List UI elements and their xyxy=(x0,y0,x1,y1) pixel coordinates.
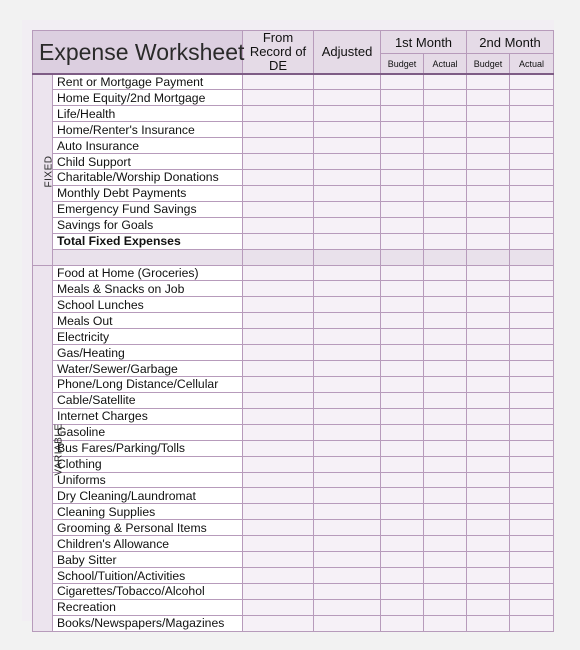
variable-16-month-2-budget-cell[interactable] xyxy=(467,520,510,536)
fixed-9-adjusted-cell[interactable] xyxy=(314,217,381,233)
variable-9-month-2-budget-cell[interactable] xyxy=(467,408,510,424)
fixed-3-month-2-budget-cell[interactable] xyxy=(467,122,510,138)
variable-0-month-2-budget-cell[interactable] xyxy=(467,265,510,281)
variable-2-month-1-actual-cell[interactable] xyxy=(424,297,467,313)
expense-item-label: Meals Out xyxy=(53,313,243,329)
spacer-cell xyxy=(467,249,510,265)
expense-item-label: Monthly Debt Payments xyxy=(53,185,243,201)
fixed-1-from-record-cell[interactable] xyxy=(243,90,314,106)
fixed-4-month-1-actual-cell[interactable] xyxy=(424,138,467,154)
expense-item-label: Auto Insurance xyxy=(53,138,243,154)
expense-item-label: Child Support xyxy=(53,154,243,170)
column-header-adjusted: Adjusted xyxy=(314,31,381,75)
fixed-1-month-2-actual-cell[interactable] xyxy=(510,90,554,106)
variable-5-month-1-budget-cell[interactable] xyxy=(381,345,424,361)
expense-item-label: Charitable/Worship Donations xyxy=(53,170,243,186)
fixed-2-month-2-budget-cell[interactable] xyxy=(467,106,510,122)
variable-17-adjusted-cell[interactable] xyxy=(314,536,381,552)
variable-11-month-2-actual-cell[interactable] xyxy=(510,440,554,456)
fixed-0-month-1-actual-cell[interactable] xyxy=(424,74,467,90)
fixed-8-month-1-budget-cell[interactable] xyxy=(381,201,424,217)
fixed-7-month-1-actual-cell[interactable] xyxy=(424,185,467,201)
variable-1-adjusted-cell[interactable] xyxy=(314,281,381,297)
table-row xyxy=(33,488,554,504)
variable-9-month-1-actual-cell[interactable] xyxy=(424,408,467,424)
table-row xyxy=(33,440,554,456)
table-row xyxy=(33,615,554,631)
fixed-3-from-record-cell[interactable] xyxy=(243,122,314,138)
column-header-month-1: 1st Month xyxy=(381,31,467,54)
variable-11-from-record-cell[interactable] xyxy=(243,440,314,456)
fixed-5-adjusted-cell[interactable] xyxy=(314,154,381,170)
table-row xyxy=(33,313,554,329)
variable-11-adjusted-cell[interactable] xyxy=(314,440,381,456)
variable-17-from-record-cell[interactable] xyxy=(243,536,314,552)
fixed-0-month-2-actual-cell[interactable] xyxy=(510,74,554,90)
fixed-2-month-1-actual-cell[interactable] xyxy=(424,106,467,122)
fixed-4-month-2-actual-cell[interactable] xyxy=(510,138,554,154)
variable-16-from-record-cell[interactable] xyxy=(243,520,314,536)
expense-item-label: Food at Home (Groceries) xyxy=(53,265,243,281)
variable-22-from-record-cell[interactable] xyxy=(243,615,314,631)
expense-item-label: Home/Renter's Insurance xyxy=(53,122,243,138)
variable-13-month-1-actual-cell[interactable] xyxy=(424,472,467,488)
fixed-2-month-1-budget-cell[interactable] xyxy=(381,106,424,122)
expense-item-label: Children's Allowance xyxy=(53,536,243,552)
variable-22-month-1-budget-cell[interactable] xyxy=(381,615,424,631)
variable-4-month-1-actual-cell[interactable] xyxy=(424,329,467,345)
worksheet-body xyxy=(33,74,554,631)
expense-item-label: Bus Fares/Parking/Tolls xyxy=(53,440,243,456)
fixed-7-month-1-budget-cell[interactable] xyxy=(381,185,424,201)
expense-item-label: Gasoline xyxy=(53,424,243,440)
variable-20-month-2-budget-cell[interactable] xyxy=(467,584,510,600)
variable-6-month-1-actual-cell[interactable] xyxy=(424,361,467,377)
table-row xyxy=(33,552,554,568)
variable-15-month-2-budget-cell[interactable] xyxy=(467,504,510,520)
variable-16-adjusted-cell[interactable] xyxy=(314,520,381,536)
month-2-actual-header: Actual xyxy=(510,54,554,74)
table-row xyxy=(33,392,554,408)
variable-20-month-2-actual-cell[interactable] xyxy=(510,584,554,600)
fixed-6-month-1-budget-cell[interactable] xyxy=(381,170,424,186)
variable-22-month-2-actual-cell[interactable] xyxy=(510,615,554,631)
table-row xyxy=(33,265,554,281)
variable-6-month-2-actual-cell[interactable] xyxy=(510,361,554,377)
fixed-total-month-2-budget-cell[interactable] xyxy=(467,233,510,249)
variable-7-adjusted-cell[interactable] xyxy=(314,377,381,393)
fixed-2-adjusted-cell[interactable] xyxy=(314,106,381,122)
expense-item-label: School Lunches xyxy=(53,297,243,313)
fixed-3-month-1-budget-cell[interactable] xyxy=(381,122,424,138)
fixed-1-adjusted-cell[interactable] xyxy=(314,90,381,106)
variable-14-month-1-budget-cell[interactable] xyxy=(381,488,424,504)
fixed-8-from-record-cell[interactable] xyxy=(243,201,314,217)
fixed-3-adjusted-cell[interactable] xyxy=(314,122,381,138)
variable-19-month-2-actual-cell[interactable] xyxy=(510,568,554,584)
variable-18-from-record-cell[interactable] xyxy=(243,552,314,568)
variable-7-month-2-budget-cell[interactable] xyxy=(467,377,510,393)
fixed-total-month-2-actual-cell[interactable] xyxy=(510,233,554,249)
expense-item-label: Savings for Goals xyxy=(53,217,243,233)
fixed-6-month-2-actual-cell[interactable] xyxy=(510,170,554,186)
fixed-section-label xyxy=(33,74,53,265)
expense-item-label: Rent or Mortgage Payment xyxy=(53,74,243,90)
variable-8-adjusted-cell[interactable] xyxy=(314,392,381,408)
variable-10-month-1-budget-cell[interactable] xyxy=(381,424,424,440)
fixed-0-from-record-cell[interactable] xyxy=(243,74,314,90)
variable-21-month-1-actual-cell[interactable] xyxy=(424,599,467,615)
fixed-7-adjusted-cell[interactable] xyxy=(314,185,381,201)
variable-5-month-2-actual-cell[interactable] xyxy=(510,345,554,361)
fixed-section-text: FIXED xyxy=(43,155,55,188)
worksheet-table xyxy=(32,30,554,632)
table-row xyxy=(33,536,554,552)
fixed-total-month-1-actual-cell[interactable] xyxy=(424,233,467,249)
variable-1-month-2-budget-cell[interactable] xyxy=(467,281,510,297)
variable-15-month-1-budget-cell[interactable] xyxy=(381,504,424,520)
variable-16-month-2-actual-cell[interactable] xyxy=(510,520,554,536)
variable-17-month-1-budget-cell[interactable] xyxy=(381,536,424,552)
variable-21-adjusted-cell[interactable] xyxy=(314,599,381,615)
variable-14-month-2-actual-cell[interactable] xyxy=(510,488,554,504)
variable-16-month-1-actual-cell[interactable] xyxy=(424,520,467,536)
variable-0-month-1-actual-cell[interactable] xyxy=(424,265,467,281)
table-row xyxy=(33,456,554,472)
variable-2-month-1-budget-cell[interactable] xyxy=(381,297,424,313)
spacer-cell xyxy=(424,249,467,265)
variable-8-from-record-cell[interactable] xyxy=(243,392,314,408)
table-row xyxy=(33,520,554,536)
expense-item-label: School/Tuition/Activities xyxy=(53,568,243,584)
fixed-1-month-2-budget-cell[interactable] xyxy=(467,90,510,106)
variable-10-month-2-budget-cell[interactable] xyxy=(467,424,510,440)
fixed-5-month-2-actual-cell[interactable] xyxy=(510,154,554,170)
variable-3-month-1-budget-cell[interactable] xyxy=(381,313,424,329)
variable-6-month-1-budget-cell[interactable] xyxy=(381,361,424,377)
variable-19-month-2-budget-cell[interactable] xyxy=(467,568,510,584)
variable-4-adjusted-cell[interactable] xyxy=(314,329,381,345)
variable-22-month-1-actual-cell[interactable] xyxy=(424,615,467,631)
variable-15-month-2-actual-cell[interactable] xyxy=(510,504,554,520)
table-row xyxy=(33,106,554,122)
variable-section-label xyxy=(33,265,65,631)
variable-1-month-1-actual-cell[interactable] xyxy=(424,281,467,297)
variable-11-month-2-budget-cell[interactable] xyxy=(467,440,510,456)
variable-4-month-2-budget-cell[interactable] xyxy=(467,329,510,345)
month-2-budget-header: Budget xyxy=(467,54,510,74)
table-row xyxy=(33,170,554,186)
fixed-9-month-2-budget-cell[interactable] xyxy=(467,217,510,233)
variable-8-month-1-actual-cell[interactable] xyxy=(424,392,467,408)
variable-2-month-2-budget-cell[interactable] xyxy=(467,297,510,313)
variable-0-from-record-cell[interactable] xyxy=(243,265,314,281)
variable-17-month-2-actual-cell[interactable] xyxy=(510,536,554,552)
variable-18-month-2-actual-cell[interactable] xyxy=(510,552,554,568)
variable-13-from-record-cell[interactable] xyxy=(243,472,314,488)
variable-13-adjusted-cell[interactable] xyxy=(314,472,381,488)
variable-7-from-record-cell[interactable] xyxy=(243,377,314,393)
variable-7-month-2-actual-cell[interactable] xyxy=(510,377,554,393)
fixed-total-from-record-cell[interactable] xyxy=(243,233,314,249)
expense-item-label: Cleaning Supplies xyxy=(53,504,243,520)
variable-13-month-2-actual-cell[interactable] xyxy=(510,472,554,488)
spacer-cell xyxy=(510,249,554,265)
variable-15-from-record-cell[interactable] xyxy=(243,504,314,520)
variable-12-month-2-actual-cell[interactable] xyxy=(510,456,554,472)
table-row xyxy=(33,361,554,377)
table-row xyxy=(33,122,554,138)
table-row xyxy=(33,233,554,249)
variable-13-month-2-budget-cell[interactable] xyxy=(467,472,510,488)
expense-item-label: Internet Charges xyxy=(53,408,243,424)
expense-item-label: Meals & Snacks on Job xyxy=(53,281,243,297)
variable-12-from-record-cell[interactable] xyxy=(243,456,314,472)
table-row xyxy=(33,201,554,217)
fixed-5-month-2-budget-cell[interactable] xyxy=(467,154,510,170)
table-row xyxy=(33,217,554,233)
variable-3-month-2-actual-cell[interactable] xyxy=(510,313,554,329)
variable-14-adjusted-cell[interactable] xyxy=(314,488,381,504)
variable-9-month-1-budget-cell[interactable] xyxy=(381,408,424,424)
fixed-9-from-record-cell[interactable] xyxy=(243,217,314,233)
expense-item-label: Books/Newspapers/Magazines xyxy=(53,615,243,631)
variable-3-from-record-cell[interactable] xyxy=(243,313,314,329)
variable-5-from-record-cell[interactable] xyxy=(243,345,314,361)
variable-12-month-2-budget-cell[interactable] xyxy=(467,456,510,472)
variable-7-month-1-budget-cell[interactable] xyxy=(381,377,424,393)
page-title: Expense Worksheet xyxy=(33,31,243,75)
variable-19-month-1-actual-cell[interactable] xyxy=(424,568,467,584)
fixed-2-from-record-cell[interactable] xyxy=(243,106,314,122)
variable-13-month-1-budget-cell[interactable] xyxy=(381,472,424,488)
variable-19-month-1-budget-cell[interactable] xyxy=(381,568,424,584)
fixed-3-month-1-actual-cell[interactable] xyxy=(424,122,467,138)
variable-20-from-record-cell[interactable] xyxy=(243,584,314,600)
table-row xyxy=(33,472,554,488)
variable-18-month-1-actual-cell[interactable] xyxy=(424,552,467,568)
variable-11-month-1-actual-cell[interactable] xyxy=(424,440,467,456)
table-row xyxy=(33,584,554,600)
variable-20-adjusted-cell[interactable] xyxy=(314,584,381,600)
variable-18-adjusted-cell[interactable] xyxy=(314,552,381,568)
variable-15-month-1-actual-cell[interactable] xyxy=(424,504,467,520)
variable-0-month-2-actual-cell[interactable] xyxy=(510,265,554,281)
variable-12-adjusted-cell[interactable] xyxy=(314,456,381,472)
fixed-1-month-1-budget-cell[interactable] xyxy=(381,90,424,106)
variable-17-month-1-actual-cell[interactable] xyxy=(424,536,467,552)
variable-14-from-record-cell[interactable] xyxy=(243,488,314,504)
spacer-cell xyxy=(53,249,243,265)
fixed-9-month-1-actual-cell[interactable] xyxy=(424,217,467,233)
variable-11-month-1-budget-cell[interactable] xyxy=(381,440,424,456)
fixed-0-month-2-budget-cell[interactable] xyxy=(467,74,510,90)
expense-item-label: Life/Health xyxy=(53,106,243,122)
fixed-8-month-2-budget-cell[interactable] xyxy=(467,201,510,217)
fixed-6-month-2-budget-cell[interactable] xyxy=(467,170,510,186)
total-fixed-label: Total Fixed Expenses xyxy=(53,233,243,249)
variable-0-adjusted-cell[interactable] xyxy=(314,265,381,281)
fixed-8-month-1-actual-cell[interactable] xyxy=(424,201,467,217)
variable-21-month-2-actual-cell[interactable] xyxy=(510,599,554,615)
fixed-8-month-2-actual-cell[interactable] xyxy=(510,201,554,217)
variable-18-month-2-budget-cell[interactable] xyxy=(467,552,510,568)
variable-22-month-2-budget-cell[interactable] xyxy=(467,615,510,631)
fixed-4-month-2-budget-cell[interactable] xyxy=(467,138,510,154)
expense-item-label: Gas/Heating xyxy=(53,345,243,361)
variable-3-month-1-actual-cell[interactable] xyxy=(424,313,467,329)
fixed-2-month-2-actual-cell[interactable] xyxy=(510,106,554,122)
fixed-4-from-record-cell[interactable] xyxy=(243,138,314,154)
variable-9-month-2-actual-cell[interactable] xyxy=(510,408,554,424)
variable-1-month-2-actual-cell[interactable] xyxy=(510,281,554,297)
variable-1-month-1-budget-cell[interactable] xyxy=(381,281,424,297)
variable-19-from-record-cell[interactable] xyxy=(243,568,314,584)
variable-14-month-1-actual-cell[interactable] xyxy=(424,488,467,504)
table-row xyxy=(33,568,554,584)
variable-18-month-1-budget-cell[interactable] xyxy=(381,552,424,568)
variable-10-adjusted-cell[interactable] xyxy=(314,424,381,440)
variable-16-month-1-budget-cell[interactable] xyxy=(381,520,424,536)
expense-worksheet xyxy=(22,20,554,631)
expense-item-label: Uniforms xyxy=(53,472,243,488)
table-row xyxy=(33,377,554,393)
month-1-budget-header: Budget xyxy=(381,54,424,74)
table-row xyxy=(33,185,554,201)
variable-21-month-2-budget-cell[interactable] xyxy=(467,599,510,615)
fixed-9-month-1-budget-cell[interactable] xyxy=(381,217,424,233)
variable-9-adjusted-cell[interactable] xyxy=(314,408,381,424)
table-row xyxy=(33,408,554,424)
variable-0-month-1-budget-cell[interactable] xyxy=(381,265,424,281)
variable-12-month-1-actual-cell[interactable] xyxy=(424,456,467,472)
variable-6-from-record-cell[interactable] xyxy=(243,361,314,377)
table-row xyxy=(33,74,554,90)
variable-9-from-record-cell[interactable] xyxy=(243,408,314,424)
table-row xyxy=(33,281,554,297)
table-row xyxy=(33,297,554,313)
variable-8-month-2-actual-cell[interactable] xyxy=(510,392,554,408)
fixed-7-from-record-cell[interactable] xyxy=(243,185,314,201)
fixed-5-from-record-cell[interactable] xyxy=(243,154,314,170)
table-row xyxy=(33,599,554,615)
variable-1-from-record-cell[interactable] xyxy=(243,281,314,297)
variable-21-from-record-cell[interactable] xyxy=(243,599,314,615)
variable-10-month-1-actual-cell[interactable] xyxy=(424,424,467,440)
variable-17-month-2-budget-cell[interactable] xyxy=(467,536,510,552)
fixed-5-month-1-budget-cell[interactable] xyxy=(381,154,424,170)
fixed-5-month-1-actual-cell[interactable] xyxy=(424,154,467,170)
variable-2-adjusted-cell[interactable] xyxy=(314,297,381,313)
variable-14-month-2-budget-cell[interactable] xyxy=(467,488,510,504)
variable-5-month-1-actual-cell[interactable] xyxy=(424,345,467,361)
variable-6-month-2-budget-cell[interactable] xyxy=(467,361,510,377)
fixed-7-month-2-budget-cell[interactable] xyxy=(467,185,510,201)
fixed-4-adjusted-cell[interactable] xyxy=(314,138,381,154)
fixed-total-month-1-budget-cell[interactable] xyxy=(381,233,424,249)
table-row xyxy=(33,154,554,170)
spacer-cell xyxy=(314,249,381,265)
variable-10-from-record-cell[interactable] xyxy=(243,424,314,440)
fixed-3-month-2-actual-cell[interactable] xyxy=(510,122,554,138)
table-row xyxy=(33,138,554,154)
fixed-7-month-2-actual-cell[interactable] xyxy=(510,185,554,201)
spacer-cell xyxy=(381,249,424,265)
variable-12-month-1-budget-cell[interactable] xyxy=(381,456,424,472)
variable-20-month-1-actual-cell[interactable] xyxy=(424,584,467,600)
spacer-cell xyxy=(243,249,314,265)
table-row xyxy=(33,504,554,520)
fixed-8-adjusted-cell[interactable] xyxy=(314,201,381,217)
variable-20-month-1-budget-cell[interactable] xyxy=(381,584,424,600)
variable-8-month-1-budget-cell[interactable] xyxy=(381,392,424,408)
variable-2-from-record-cell[interactable] xyxy=(243,297,314,313)
expense-item-label: Phone/Long Distance/Cellular xyxy=(53,377,243,393)
expense-item-label: Baby Sitter xyxy=(53,552,243,568)
column-header-from-record xyxy=(243,31,314,75)
from-record-label: From Record of DE xyxy=(249,30,307,73)
variable-22-adjusted-cell[interactable] xyxy=(314,615,381,631)
fixed-1-month-1-actual-cell[interactable] xyxy=(424,90,467,106)
variable-7-month-1-actual-cell[interactable] xyxy=(424,377,467,393)
variable-section-text: VARIABLE xyxy=(53,423,65,476)
variable-2-month-2-actual-cell[interactable] xyxy=(510,297,554,313)
fixed-6-month-1-actual-cell[interactable] xyxy=(424,170,467,186)
fixed-9-month-2-actual-cell[interactable] xyxy=(510,217,554,233)
variable-10-month-2-actual-cell[interactable] xyxy=(510,424,554,440)
variable-15-adjusted-cell[interactable] xyxy=(314,504,381,520)
expense-item-label: Cable/Satellite xyxy=(53,392,243,408)
month-1-actual-header: Actual xyxy=(424,54,467,74)
table-row xyxy=(33,329,554,345)
variable-6-adjusted-cell[interactable] xyxy=(314,361,381,377)
expense-item-label: Clothing xyxy=(53,456,243,472)
variable-5-adjusted-cell[interactable] xyxy=(314,345,381,361)
fixed-6-adjusted-cell[interactable] xyxy=(314,170,381,186)
variable-5-month-2-budget-cell[interactable] xyxy=(467,345,510,361)
expense-item-label: Grooming & Personal Items xyxy=(53,520,243,536)
fixed-6-from-record-cell[interactable] xyxy=(243,170,314,186)
expense-item-label: Recreation xyxy=(53,599,243,615)
variable-3-month-2-budget-cell[interactable] xyxy=(467,313,510,329)
variable-19-adjusted-cell[interactable] xyxy=(314,568,381,584)
fixed-0-adjusted-cell[interactable] xyxy=(314,74,381,90)
fixed-4-month-1-budget-cell[interactable] xyxy=(381,138,424,154)
table-row xyxy=(33,345,554,361)
expense-item-label: Home Equity/2nd Mortgage xyxy=(53,90,243,106)
variable-8-month-2-budget-cell[interactable] xyxy=(467,392,510,408)
column-header-month-2: 2nd Month xyxy=(467,31,554,54)
variable-3-adjusted-cell[interactable] xyxy=(314,313,381,329)
variable-4-month-1-budget-cell[interactable] xyxy=(381,329,424,345)
fixed-total-adjusted-cell[interactable] xyxy=(314,233,381,249)
expense-item-label: Water/Sewer/Garbage xyxy=(53,361,243,377)
table-row xyxy=(33,90,554,106)
expense-item-label: Dry Cleaning/Laundromat xyxy=(53,488,243,504)
table-row xyxy=(33,424,554,440)
expense-item-label: Electricity xyxy=(53,329,243,345)
expense-item-label: Cigarettes/Tobacco/Alcohol xyxy=(53,584,243,600)
variable-4-from-record-cell[interactable] xyxy=(243,329,314,345)
expense-item-label: Emergency Fund Savings xyxy=(53,201,243,217)
variable-4-month-2-actual-cell[interactable] xyxy=(510,329,554,345)
fixed-0-month-1-budget-cell[interactable] xyxy=(381,74,424,90)
variable-21-month-1-budget-cell[interactable] xyxy=(381,599,424,615)
section-spacer-row xyxy=(33,249,554,265)
